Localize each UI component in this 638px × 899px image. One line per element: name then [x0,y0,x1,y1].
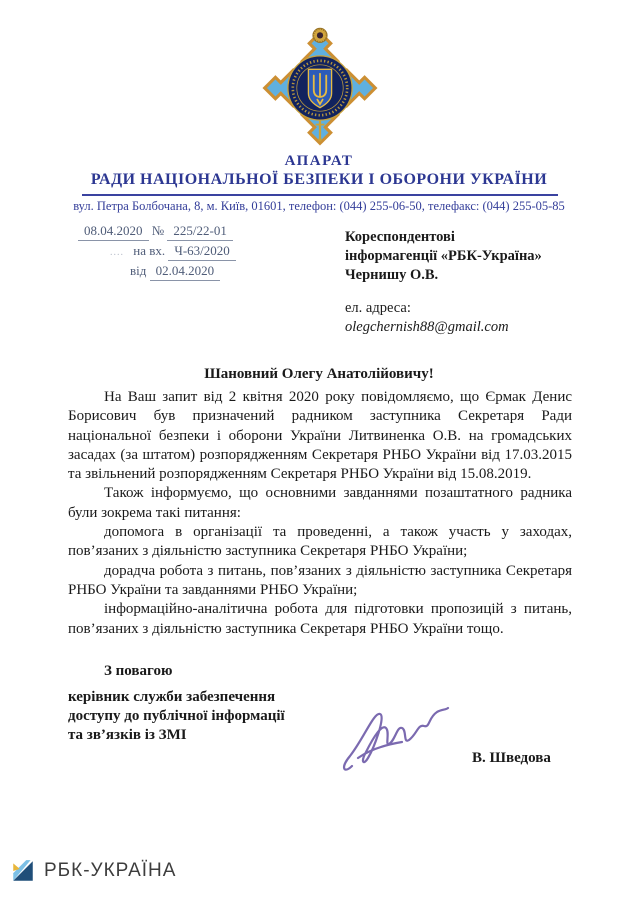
outgoing-number: 225/22-01 [167,222,232,241]
incoming-number-row [110,242,328,261]
incoming-date-row [130,262,328,281]
org-address-line: вул. Петра Болбочана, 8, м. Київ, 01601, телефон: (044) 255-06-50, телефакс: (044) 255-05-85 [73,199,565,213]
signer-name: В. Шведова [472,750,551,766]
salutation: Шановний Олегу Анатолійовичу! [204,366,434,382]
org-name-line2: РАДИ НАЦІОНАЛЬНОЇ БЕЗПЕКИ І ОБОРОНИ УКРАЇНИ [90,171,548,188]
signer-role-line3: та зв’язків із ЗМІ [68,727,187,743]
outgoing-row [78,222,328,241]
addressee-line2: інформагенції «РБК-Україна» [345,248,542,264]
email-label: ел. адреса: [345,300,411,316]
body-paragraph: На Ваш запит від 2 квітня 2020 року повідомляємо, що Єрмак Денис Борисович був призначений радником заступника Секретаря Ради національної безпеки і оборони України Литвиненка О.В. на громадських засадах (за штатом) розпорядженням Секретаря РНБО України від 17.03.2015 та звільнений розпорядженням Секретаря РНБО України від 15.08.2019. [68,389,572,483]
email-address: olegchernish88@gmail.com [345,319,509,335]
handwritten-signature [338,696,463,784]
body-paragraph: інформаційно-аналітична робота для підготовки пропозицій з питань, пов’язаних з діяльністю заступника Секретаря РНБО України тощо. [68,601,572,637]
rbc-ukraine-logo [10,858,176,884]
addressee-line1: Кореспондентові [345,229,455,245]
body-paragraph: допомога в організації та проведенні, а також участь у заходах, пов’язаних з діяльністю заступника Секретаря РНБО України; [68,524,572,560]
nsdc-emblem-icon [257,22,383,154]
regards-line: З повагою [104,663,173,679]
incoming-date: 02.04.2020 [150,262,221,281]
body-paragraph: дорадча робота з питань, пов’язаних з діяльністю заступника Секретаря РНБО України та завданнями РНБО України; [68,562,572,598]
letterhead-divider [82,194,558,196]
signer-role-block [68,688,338,745]
faded-form-marks: .... [110,247,124,258]
letter-body [68,388,572,639]
incoming-number: Ч-63/2020 [168,242,235,261]
outgoing-date: 08.04.2020 [78,222,149,241]
number-sign: № [151,223,165,238]
rbc-logo-icon [10,858,36,884]
signer-role-line2: доступу до публічної інформації [68,708,285,724]
incoming-date-label: від [130,263,147,278]
rbc-logo-text: РБК-УКРАЇНА [44,860,177,881]
body-paragraph: Також інформуємо, що основними завданнями позаштатного радника були зокрема такі питання: [68,485,572,521]
emblem-top-star [313,28,327,42]
incoming-label: на вх. [133,243,166,258]
addressee-block [345,228,615,337]
addressee-line3: Чернишу О.В. [345,267,439,283]
org-name-line1: АПАРАТ [284,153,354,169]
signer-role-line1: керівник служби забезпечення [68,689,276,705]
registration-block [78,222,328,282]
